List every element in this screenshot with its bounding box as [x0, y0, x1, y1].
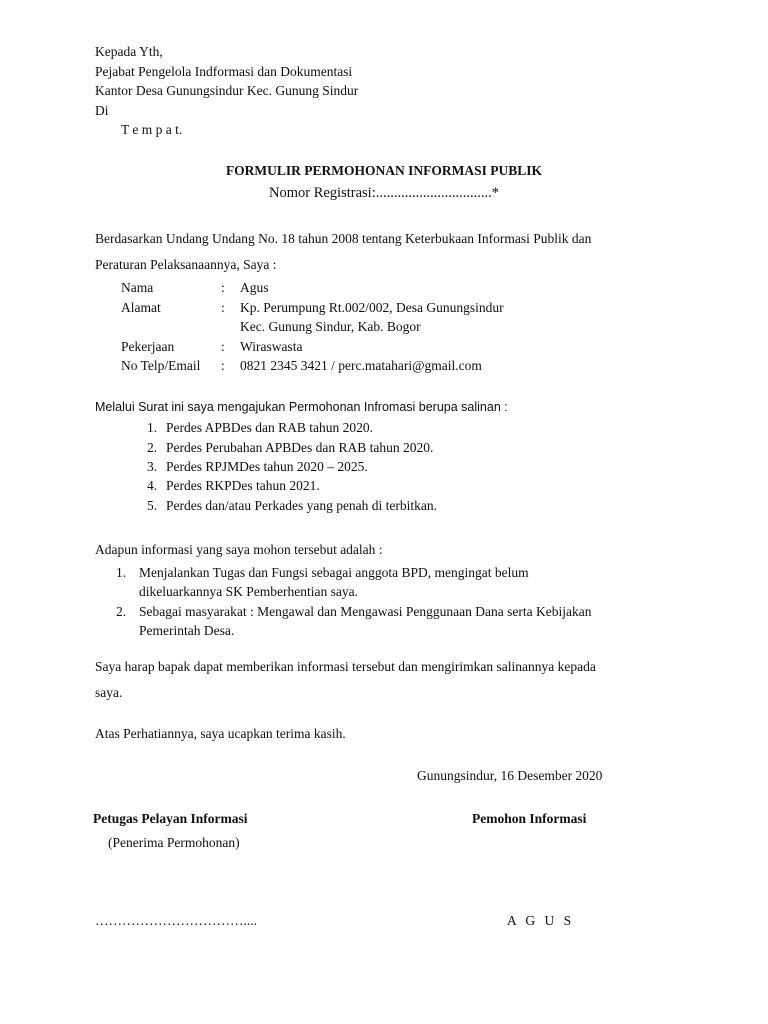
label-nama: Nama: [121, 280, 154, 295]
thanks-line: Atas Perhatiannya, saya ucapkan terima kasih.: [95, 726, 346, 741]
intro-line-2: Peraturan Pelaksanaannya, Saya :: [95, 257, 277, 272]
recipient-line-1: Kepada Yth,: [95, 44, 163, 59]
list-item: Perdes dan/atau Perkades yang penah di terbitkan.: [166, 498, 438, 513]
value-alamat: Kp. Perumpung Rt.002/002, Desa Gunungsindur: [240, 300, 504, 315]
label-alamat: Alamat: [121, 300, 161, 315]
officer-subtitle: (Penerima Permohonan): [108, 835, 240, 850]
colon: :: [221, 300, 225, 315]
list-item: Menjalankan Tugas dan Fungsi sebagai anggota BPD, mengingat belum: [139, 565, 529, 580]
purpose-intro: Adapun informasi yang saya mohon tersebut adalah :: [95, 542, 383, 557]
list-item: Perdes APBDes dan RAB tahun 2020.: [166, 420, 373, 435]
officer-signature-blank: ……………………………....: [95, 913, 257, 928]
list-item-number: 2.: [116, 604, 127, 619]
value-nama: Agus: [240, 280, 269, 295]
date-place: Gunungsindur, 16 Desember 2020: [417, 768, 603, 783]
list-item-number: 5.: [147, 498, 158, 513]
list-item-number: 1.: [116, 565, 127, 580]
request-intro: Melalui Surat ini saya mengajukan Permohonan Infromasi berupa salinan :: [95, 400, 508, 414]
recipient-line-4: Di: [95, 103, 109, 118]
recipient-line-2: Pejabat Pengelola Indformasi dan Dokumentasi: [95, 64, 353, 79]
applicant-title: Pemohon Informasi: [472, 811, 587, 826]
label-pekerjaan: Pekerjaan: [121, 339, 175, 354]
list-item-number: 1.: [147, 420, 158, 435]
officer-title: Petugas Pelayan Informasi: [93, 811, 248, 826]
intro-line-1: Berdasarkan Undang Undang No. 18 tahun 2008 tentang Keterbukaan Informasi Publik dan: [95, 231, 592, 246]
colon: :: [221, 358, 225, 373]
list-item: Perdes RKPDes tahun 2021.: [166, 478, 320, 493]
closing-line-1: Saya harap bapak dapat memberikan informasi tersebut dan mengirimkan salinannya kepada: [95, 659, 596, 674]
value-alamat-2: Kec. Gunung Sindur, Kab. Bogor: [240, 319, 421, 334]
value-telp-email: 0821 2345 3421 / perc.matahari@gmail.com: [240, 358, 482, 373]
list-item-number: 2.: [147, 440, 158, 455]
list-item: Perdes Perubahan APBDes dan RAB tahun 2020.: [166, 440, 434, 455]
colon: :: [221, 339, 225, 354]
recipient-line-3: Kantor Desa Gunungsindur Kec. Gunung Sindur: [95, 83, 359, 98]
closing-line-2: saya.: [95, 685, 123, 700]
label-telp-email: No Telp/Email: [121, 358, 201, 373]
registration-number: Nomor Registrasi:................................*: [269, 185, 499, 201]
list-item: Perdes RPJMDes tahun 2020 – 2025.: [166, 459, 368, 474]
list-item: Sebagai masyarakat : Mengawal dan Mengawasi Penggunaan Dana serta Kebijakan: [139, 604, 592, 619]
applicant-name: A G U S: [507, 913, 575, 928]
value-pekerjaan: Wiraswasta: [240, 339, 303, 354]
list-item-number: 3.: [147, 459, 158, 474]
list-item-continued: Pemerintah Desa.: [139, 623, 235, 638]
list-item-number: 4.: [147, 478, 158, 493]
recipient-line-5: T e m p a t.: [121, 122, 183, 137]
form-title: FORMULIR PERMOHONAN INFORMASI PUBLIK: [225, 163, 543, 178]
colon: :: [221, 280, 225, 295]
list-item-continued: dikeluarkannya SK Pemberhentian saya.: [139, 584, 358, 599]
